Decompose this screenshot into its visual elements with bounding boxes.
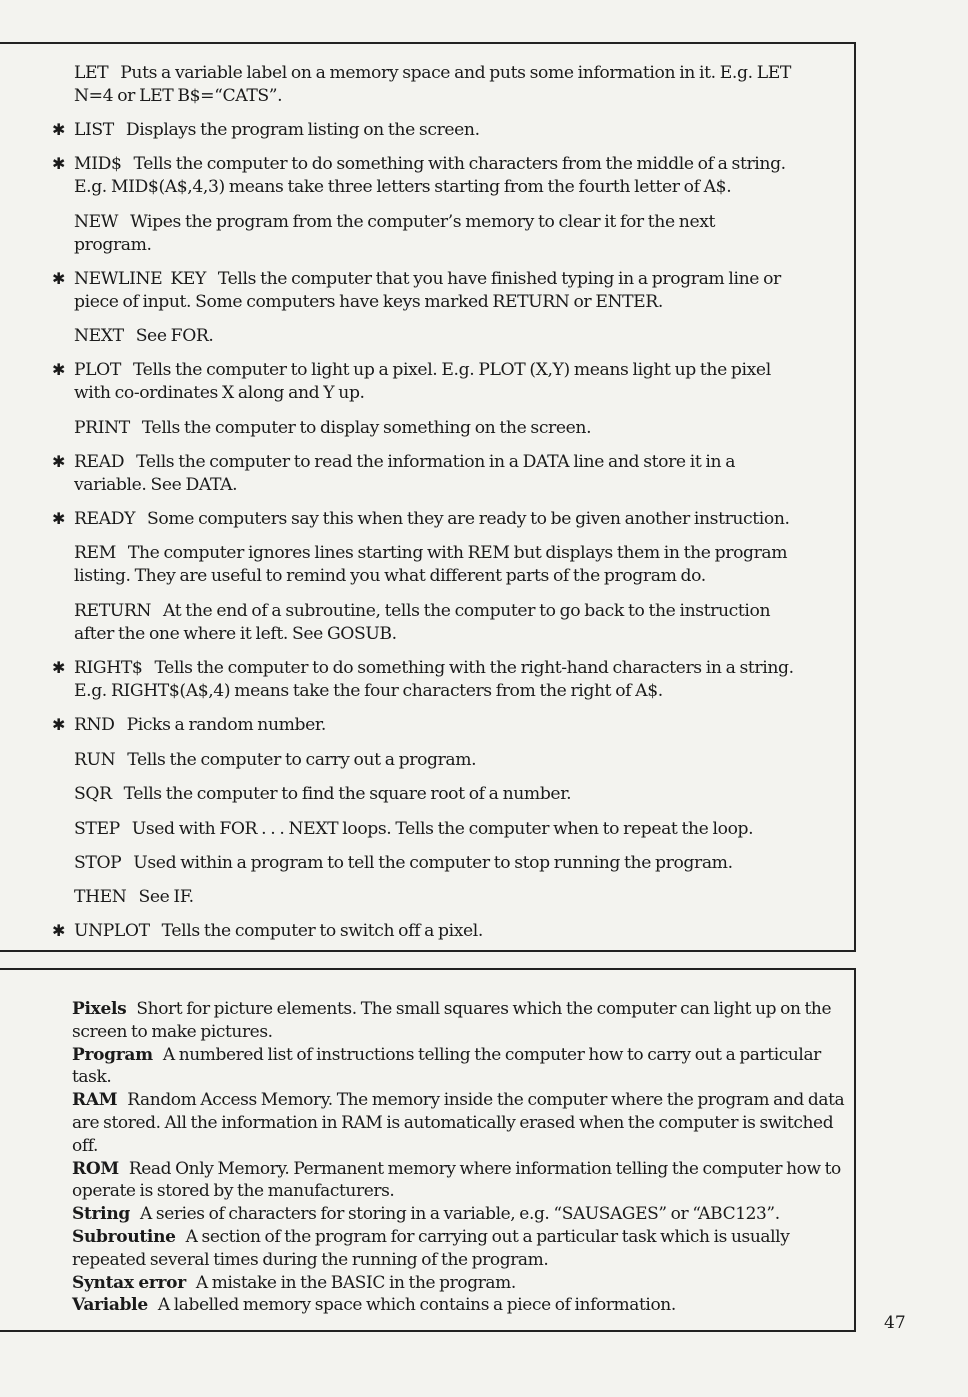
glossary-entry-rnd [52, 713, 848, 737]
definition-text: Random Access Memory. The memory inside the computer where the program and data are stored. All the information in RAM is automatically erased when the computer is switched off. [72, 1090, 845, 1156]
definition-term: Subroutine [72, 1226, 176, 1247]
glossary-entry-unplot [52, 919, 848, 943]
glossary-text-cont: program. [74, 235, 152, 255]
definition-text: A mistake in the BASIC in the program. [195, 1272, 516, 1293]
glossary-keyword: THEN [74, 887, 127, 907]
glossary-text: Tells the computer to do something with the right-hand characters in a string. [154, 658, 794, 678]
glossary-entry-print [52, 416, 848, 440]
glossary-text: Tells the computer to find the square root of a number. [123, 784, 572, 804]
glossary-entry-right [52, 656, 848, 703]
glossary-entry-newline-key [52, 267, 848, 314]
definition-text: A series of characters for storing in a variable, e.g. “SAUSAGES” or “ABC123”. [140, 1204, 780, 1225]
definition-item [72, 1272, 852, 1295]
star-icon: ✱ [52, 269, 66, 288]
glossary-text: Puts a variable label on a memory space and puts some information in it. E.g. LET [120, 63, 791, 83]
glossary-keyword: SQR [74, 784, 112, 804]
star-icon: ✱ [52, 452, 66, 471]
definitions-list [72, 998, 852, 1317]
definition-item [72, 1158, 852, 1204]
glossary-entry-rem [52, 541, 848, 588]
glossary-keyword: PLOT [74, 360, 121, 380]
glossary-keyword: PRINT [74, 418, 130, 438]
definition-item [72, 1044, 852, 1090]
glossary-text-cont: variable. See DATA. [74, 475, 238, 495]
definition-text: A numbered list of instructions telling the computer how to carry out a particular task. [72, 1044, 821, 1088]
definition-item [72, 1203, 852, 1226]
glossary-text: Tells the computer to switch off a pixel. [161, 921, 483, 941]
glossary-keyword: RETURN [74, 601, 152, 621]
glossary-keyword: NEWLINE KEY [74, 269, 206, 289]
glossary-text-cont: E.g. MID$(A$,4,3) means take three letters starting from the fourth letter of A$. [74, 177, 732, 197]
glossary-text: Used with FOR . . . NEXT loops. Tells the computer when to repeat the loop. [131, 819, 754, 839]
glossary-text: Displays the program listing on the screen. [125, 120, 480, 140]
glossary-entry-sqr [52, 782, 848, 806]
definition-item [72, 1294, 852, 1317]
definition-term: String [72, 1204, 130, 1225]
glossary-keyword: LET [74, 63, 109, 83]
star-icon: ✱ [52, 921, 66, 940]
glossary-entry-read [52, 450, 848, 497]
glossary-text: Tells the computer to display something on the screen. [141, 418, 592, 438]
glossary-keyword: UNPLOT [74, 921, 150, 941]
glossary-entry-ready [52, 507, 848, 531]
glossary-text: The computer ignores lines starting with REM but displays them in the program [127, 543, 788, 563]
glossary-keyword: NEW [74, 212, 119, 232]
star-icon: ✱ [52, 509, 66, 528]
glossary-text: Picks a random number. [126, 715, 326, 735]
glossary-text: Tells the computer to read the information in a DATA line and store it in a [136, 452, 736, 472]
star-icon: ✱ [52, 715, 66, 734]
glossary-text: Used within a program to tell the computer to stop running the program. [133, 853, 733, 873]
glossary-text: Wipes the program from the computer’s memory to clear it for the next [130, 212, 716, 232]
glossary-keyword: STEP [74, 819, 120, 839]
definition-text: Read Only Memory. Permanent memory where information telling the computer how to operate is stored by the manufacturers. [72, 1158, 841, 1202]
definition-item [72, 998, 852, 1044]
glossary-entry-plot [52, 358, 848, 405]
glossary-entry-next [52, 324, 848, 348]
glossary-keyword: STOP [74, 853, 122, 873]
glossary-text: Tells the computer to carry out a program. [127, 750, 477, 770]
glossary-text-cont: N=4 or LET B$=“CATS”. [74, 86, 283, 106]
glossary-text: Tells the computer to light up a pixel. E.g. PLOT (X,Y) means light up the pixel [132, 360, 771, 380]
glossary-entry-new [52, 210, 848, 257]
definition-item [72, 1089, 852, 1157]
glossary-text-cont: after the one where it left. See GOSUB. [74, 624, 397, 644]
glossary-keyword: REM [74, 543, 116, 563]
definition-term: Variable [72, 1295, 148, 1316]
star-icon: ✱ [52, 154, 66, 173]
glossary-text: Some computers say this when they are ready to be given another instruction. [147, 509, 790, 529]
glossary-text-cont: with co-ordinates X along and Y up. [74, 383, 365, 403]
star-icon: ✱ [52, 360, 66, 379]
glossary-keyword: RND [74, 715, 115, 735]
glossary-keyword: RUN [74, 750, 116, 770]
definition-text: A section of the program for carrying out a particular task which is usually repeated several times during the running of the program. [72, 1226, 790, 1270]
definition-term: Pixels [72, 999, 127, 1019]
glossary-text-cont: listing. They are useful to remind you what different parts of the program do. [74, 566, 706, 586]
glossary-entry-step [52, 817, 848, 841]
glossary-entry-mid [52, 152, 848, 199]
glossary-entry-let [52, 61, 848, 108]
glossary-entry-return [52, 599, 848, 646]
glossary-keyword: MID$ [74, 154, 122, 174]
definition-text: A labelled memory space which contains a piece of information. [157, 1295, 676, 1316]
glossary-text-cont: piece of input. Some computers have keys marked RETURN or ENTER. [74, 292, 663, 312]
glossary-text: See FOR. [135, 326, 214, 346]
glossary-text: See IF. [138, 887, 194, 907]
glossary-entry-list [52, 118, 848, 142]
glossary-text: Tells the computer that you have finished typing in a program line or [217, 269, 781, 289]
definition-text: Short for picture elements. The small squares which the computer can light up on the screen to make pictures. [72, 999, 832, 1042]
definition-item [72, 1226, 852, 1272]
star-icon: ✱ [52, 658, 66, 677]
definition-term: ROM [72, 1158, 119, 1179]
glossary-entry-stop [52, 851, 848, 875]
glossary-keyword: READ [74, 452, 125, 472]
glossary-text: At the end of a subroutine, tells the computer to go back to the instruction [163, 601, 771, 621]
glossary-entry-then [52, 885, 848, 909]
star-icon: ✱ [52, 120, 66, 139]
glossary-keyword: LIST [74, 120, 114, 140]
glossary-keyword: READY [74, 509, 136, 529]
page-number: 47 [884, 1313, 906, 1333]
glossary-text: Tells the computer to do something with characters from the middle of a string. [133, 154, 786, 174]
definition-term: Syntax error [72, 1272, 186, 1293]
glossary-keyword: RIGHT$ [74, 658, 143, 678]
definition-term: Program [72, 1044, 153, 1065]
definition-term: RAM [72, 1090, 118, 1111]
glossary-text-cont: E.g. RIGHT$(A$,4) means take the four characters from the right of A$. [74, 681, 663, 701]
glossary-entry-run [52, 748, 848, 772]
glossary-keyword: NEXT [74, 326, 124, 346]
